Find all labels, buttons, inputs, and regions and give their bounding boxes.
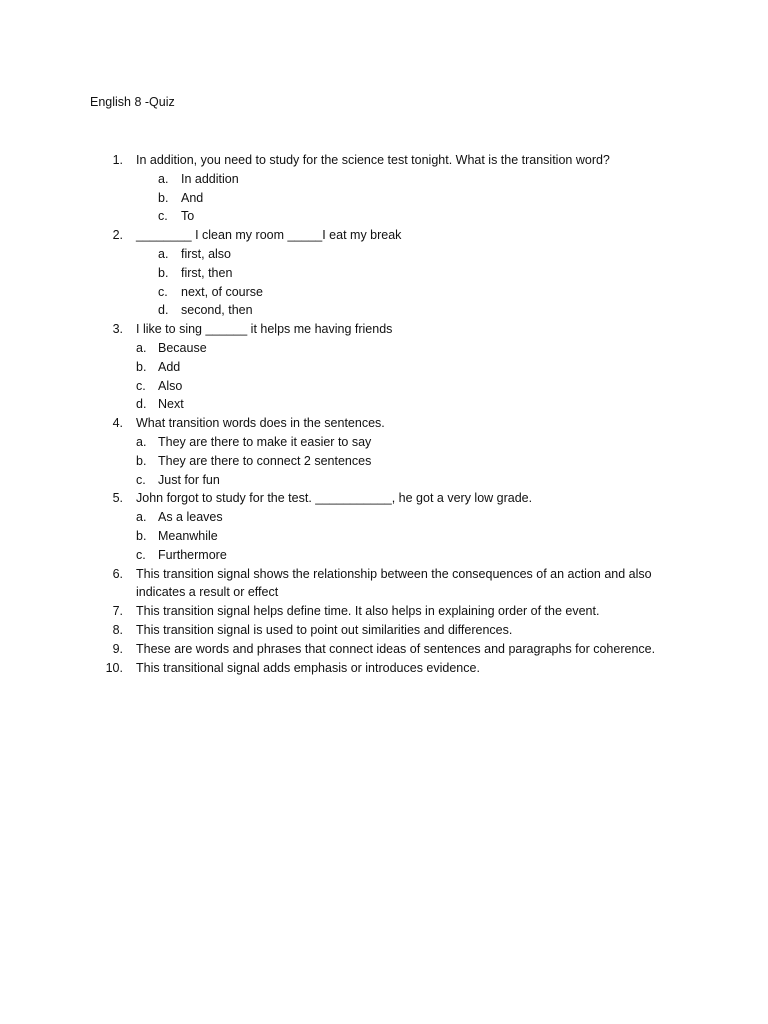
question-text: ________ I clean my room _____I eat my break — [136, 228, 402, 243]
option-row — [0, 264, 768, 283]
option-letter: c. — [158, 284, 168, 299]
question-number: 4. — [112, 416, 123, 431]
option-row — [0, 395, 768, 414]
option-row — [0, 207, 768, 226]
question-continuation-row — [0, 583, 768, 602]
question-number: 10. — [105, 660, 123, 675]
question-number: 8. — [112, 622, 123, 637]
option-text: Meanwhile — [158, 528, 218, 543]
option-letter: a. — [136, 434, 147, 449]
option-row — [0, 527, 768, 546]
option-letter: a. — [158, 171, 169, 186]
option-text: In addition — [181, 171, 239, 186]
option-letter: c. — [136, 472, 146, 487]
question-list — [0, 151, 768, 677]
option-text: And — [181, 190, 204, 205]
option-text: first, then — [181, 265, 233, 280]
question-text: This transition signal shows the relationship between the consequences of an action and also — [136, 566, 652, 581]
option-letter: c. — [136, 547, 146, 562]
option-text: Also — [158, 378, 183, 393]
option-row — [0, 377, 768, 396]
question-row — [0, 226, 768, 245]
option-row — [0, 189, 768, 208]
option-row — [0, 471, 768, 490]
option-text: Because — [158, 340, 207, 355]
option-text: They are there to make it easier to say — [158, 434, 372, 449]
question-number: 9. — [112, 641, 123, 656]
option-row — [0, 508, 768, 527]
option-letter: b. — [136, 453, 147, 468]
question-row — [0, 640, 768, 659]
option-row — [0, 546, 768, 565]
question-number: 7. — [112, 604, 123, 619]
question-row — [0, 320, 768, 339]
option-letter: b. — [136, 359, 147, 374]
question-row — [0, 151, 768, 170]
question-text: What transition words does in the sentences. — [136, 416, 385, 431]
option-letter: b. — [158, 190, 169, 205]
option-letter: c. — [136, 378, 146, 393]
question-number: 1. — [112, 153, 123, 167]
question-row — [0, 602, 768, 621]
option-text: Furthermore — [158, 547, 227, 562]
question-row — [0, 489, 768, 508]
option-letter: a. — [136, 340, 147, 355]
question-text: These are words and phrases that connect ideas of sentences and paragraphs for coherence. — [136, 641, 656, 656]
option-text: second, then — [181, 303, 253, 318]
question-number: 2. — [112, 228, 123, 243]
option-text: first, also — [181, 246, 232, 261]
option-letter: d. — [158, 303, 169, 318]
question-text: In addition, you need to study for the science test tonight. What is the transition word? — [136, 153, 610, 167]
question-text: This transition signal is used to point out similarities and differences. — [136, 622, 513, 637]
option-letter: a. — [158, 246, 169, 261]
option-row — [0, 245, 768, 264]
option-text: Next — [158, 397, 184, 412]
question-number: 5. — [112, 491, 123, 506]
question-text: I like to sing ______ it helps me having friends — [136, 322, 393, 337]
option-row — [0, 283, 768, 302]
option-row — [0, 433, 768, 452]
option-row — [0, 170, 768, 189]
question-text: John forgot to study for the test. ___________, he got a very low grade. — [136, 491, 533, 506]
option-letter: b. — [136, 528, 147, 543]
option-text: As a leaves — [158, 510, 223, 525]
question-row — [0, 414, 768, 433]
question-row — [0, 621, 768, 640]
question-text-continued: indicates a result or effect — [136, 585, 279, 600]
question-text: This transitional signal adds emphasis or introduces evidence. — [136, 660, 480, 675]
question-number: 6. — [112, 566, 123, 581]
option-text: Just for fun — [158, 472, 220, 487]
option-row — [0, 358, 768, 377]
option-row — [0, 339, 768, 358]
document-title: English 8 -Quiz — [90, 95, 175, 109]
question-text: This transition signal helps define time. It also helps in explaining order of the event. — [136, 604, 600, 619]
option-text: They are there to connect 2 sentences — [158, 453, 372, 468]
option-text: next, of course — [181, 284, 263, 299]
question-row — [0, 565, 768, 584]
option-row — [0, 301, 768, 320]
option-row — [0, 452, 768, 471]
option-text: Add — [158, 359, 181, 374]
question-row — [0, 659, 768, 678]
option-letter: b. — [158, 265, 169, 280]
option-letter: c. — [158, 209, 168, 224]
question-number: 3. — [112, 322, 123, 337]
option-letter: d. — [136, 397, 147, 412]
option-letter: a. — [136, 510, 147, 525]
option-text: To — [181, 209, 195, 224]
